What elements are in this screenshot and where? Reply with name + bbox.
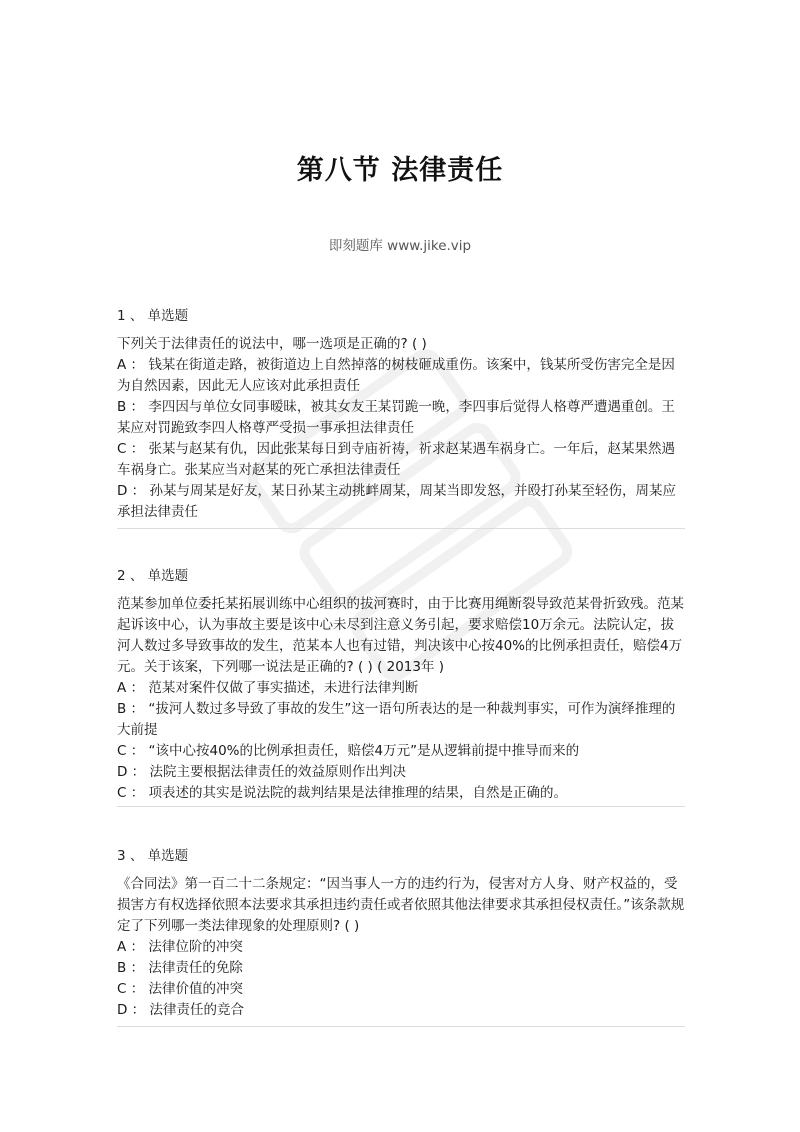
section-divider <box>117 806 685 807</box>
section-divider <box>117 1026 685 1027</box>
option-a[interactable]: A ： 范某对案件仅做了事实描述，未进行法律判断 <box>117 680 419 696</box>
section-divider <box>117 528 685 529</box>
question-body <box>117 334 687 523</box>
option-b[interactable]: B ： 法律责任的免除 <box>117 960 243 976</box>
option-a[interactable]: A ： 法律位阶的冲突 <box>117 939 243 955</box>
option-c[interactable]: C ： 法律价值的冲突 <box>117 981 244 997</box>
question-stem: 范某参加单位委托某拓展训练中心组织的拔河赛时，由于比赛用绳断裂导致范某骨折致残。范某起诉该中心，认为事故主要是该中心未尽到注意义务引起，要求赔偿10万余元。法院认定，拔河人数过多导致事故的发生，范某本人也有过错，判决该中心按40%的比例承担责任，赔偿4万元。关于该案，下列哪一说法是正确的? ( ) ( 2013年 ) <box>117 596 684 675</box>
question-body <box>117 874 687 1021</box>
question-header: 2 、 单选题 <box>117 568 189 584</box>
option-a[interactable]: A ： 钱某在街道走路，被街道边上自然掉落的树枝砸成重伤。该案中，钱某所受伤害完全是因为自然因素，因此无人应该对此承担责任 <box>117 357 675 394</box>
question-header: 1 、 单选题 <box>117 308 189 324</box>
option-d[interactable]: D ： 孙某与周某是好友，某日孙某主动挑衅周某，周某当即发怒，并殴打孙某至轻伤，周某应承担法律责任 <box>117 483 676 520</box>
option-d[interactable]: D ： 法律责任的竞合 <box>117 1002 244 1018</box>
option-d[interactable]: D ： 法院主要根据法律责任的效益原则作出判决 <box>117 764 406 780</box>
page-subtitle: 即刻题库 www.jike.vip <box>328 238 472 254</box>
explanation-note: C ： 项表述的其实是说法院的裁判结果是法律推理的结果，自然是正确的。 <box>117 785 568 801</box>
question-stem: 下列关于法律责任的说法中，哪一选项是正确的? ( ) <box>117 336 427 352</box>
question-stem: 《合同法》第一百二十二条规定：“因当事人一方的违约行为，侵害对方人身、财产权益的，受损害方有权选择依照本法要求其承担违约责任或者依照其他法律要求其承担侵权责任。”该条款规定了下列哪一类法律现象的处理原则? ( ) <box>117 876 685 934</box>
question-3 <box>117 845 687 1021</box>
option-b[interactable]: B ： 李四因与单位女同事暧昧，被其女友王某罚跪一晚，李四事后觉得人格尊严遭遇重创。王某应对罚跪致李四人格尊严受损一事承担法律责任 <box>117 399 675 436</box>
option-c[interactable]: C ： “该中心按40%的比例承担责任，赔偿4万元”是从逻辑前提中推导而来的 <box>117 743 580 759</box>
question-header: 3 、 单选题 <box>117 848 189 864</box>
question-1 <box>117 305 687 523</box>
option-b[interactable]: B ： “拔河人数过多导致了事故的发生”这一语句所表达的是一种裁判事实，可作为演绎推理的大前提 <box>117 701 676 738</box>
question-body <box>117 594 687 804</box>
question-2 <box>117 565 687 804</box>
page-title: 第八节 法律责任 <box>296 155 504 186</box>
option-c[interactable]: C ： 张某与赵某有仇，因此张某每日到寺庙祈祷，祈求赵某遇车祸身亡。一年后，赵某果然遇车祸身亡。张某应当对赵某的死亡承担法律责任 <box>117 441 676 478</box>
